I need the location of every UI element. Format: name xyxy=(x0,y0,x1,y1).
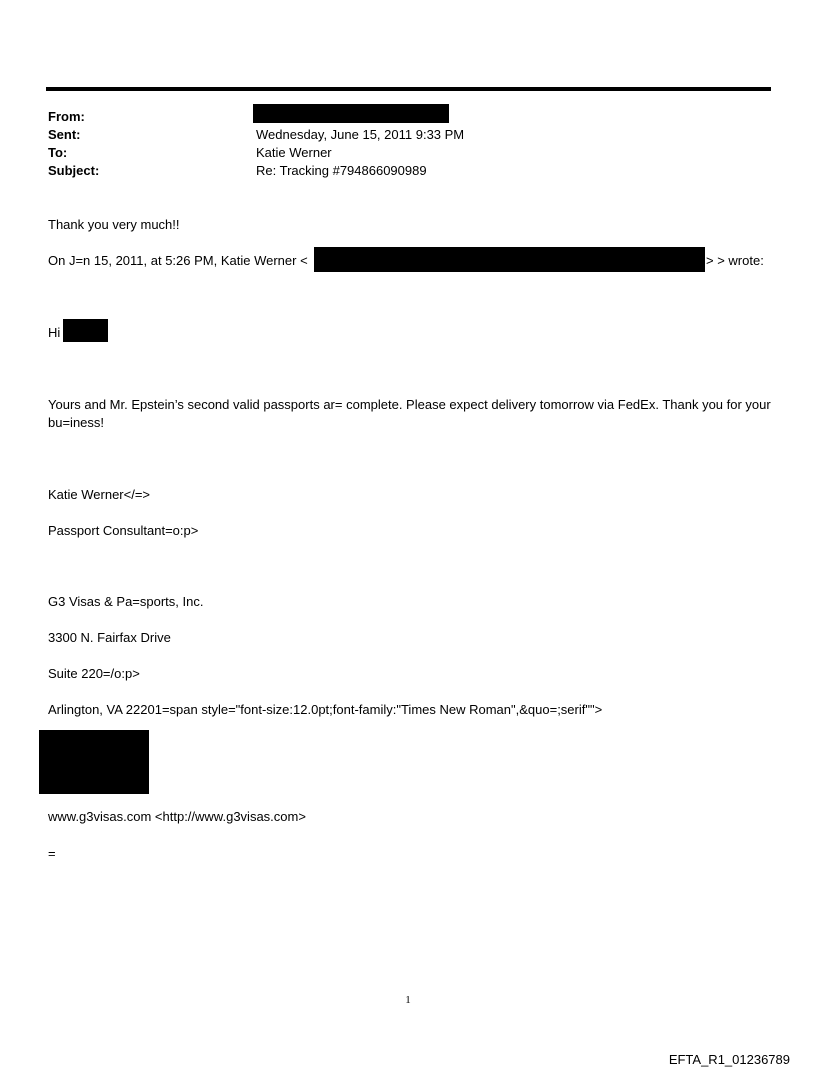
document-id: EFTA_R1_01236789 xyxy=(668,1052,790,1067)
quote-suffix: > > wrote: xyxy=(706,253,764,268)
trailing-marker: = xyxy=(48,846,56,861)
address-line-1: 3300 N. Fairfax Drive xyxy=(48,630,171,645)
quote-prefix: On J=n 15, 2011, at 5:26 PM, Katie Werner < xyxy=(48,253,308,268)
website-line: www.g3visas.com <http://www.g3visas.com> xyxy=(48,809,306,824)
redacted-logo xyxy=(39,730,149,794)
subject-label: Subject: xyxy=(48,163,100,178)
address-line-3: Arlington, VA 22201=span style="font-size:12.0pt;font-family:"Times New Roman",&quo=;serif""> xyxy=(48,702,603,717)
greeting: Hi xyxy=(48,325,61,340)
signature-title: Passport Consultant=o:p> xyxy=(48,523,199,538)
signature-name: Katie Werner</=> xyxy=(48,487,151,502)
sent-value: Wednesday, June 15, 2011 9:33 PM xyxy=(256,127,465,142)
redacted-name xyxy=(63,319,108,342)
redacted-sender xyxy=(253,104,449,123)
thanks-line: Thank you very much!! xyxy=(48,217,180,232)
address-line-2: Suite 220=/o:p> xyxy=(48,666,140,681)
to-value: Katie Werner xyxy=(256,145,332,160)
subject-value: Re: Tracking #794866090989 xyxy=(256,163,427,178)
from-label: From: xyxy=(48,109,85,124)
message-paragraph: Yours and Mr. Epstein’s second valid passports ar= complete. Please expect delivery tomorrow via FedEx. Thank you for your bu=iness! xyxy=(48,397,771,430)
header-rule xyxy=(46,87,771,91)
to-label: To: xyxy=(48,145,68,160)
sent-label: Sent: xyxy=(48,127,81,142)
company-name: G3 Visas & Pa=sports, Inc. xyxy=(48,594,204,609)
redacted-email xyxy=(314,247,705,272)
page-number: 1 xyxy=(405,994,411,1006)
